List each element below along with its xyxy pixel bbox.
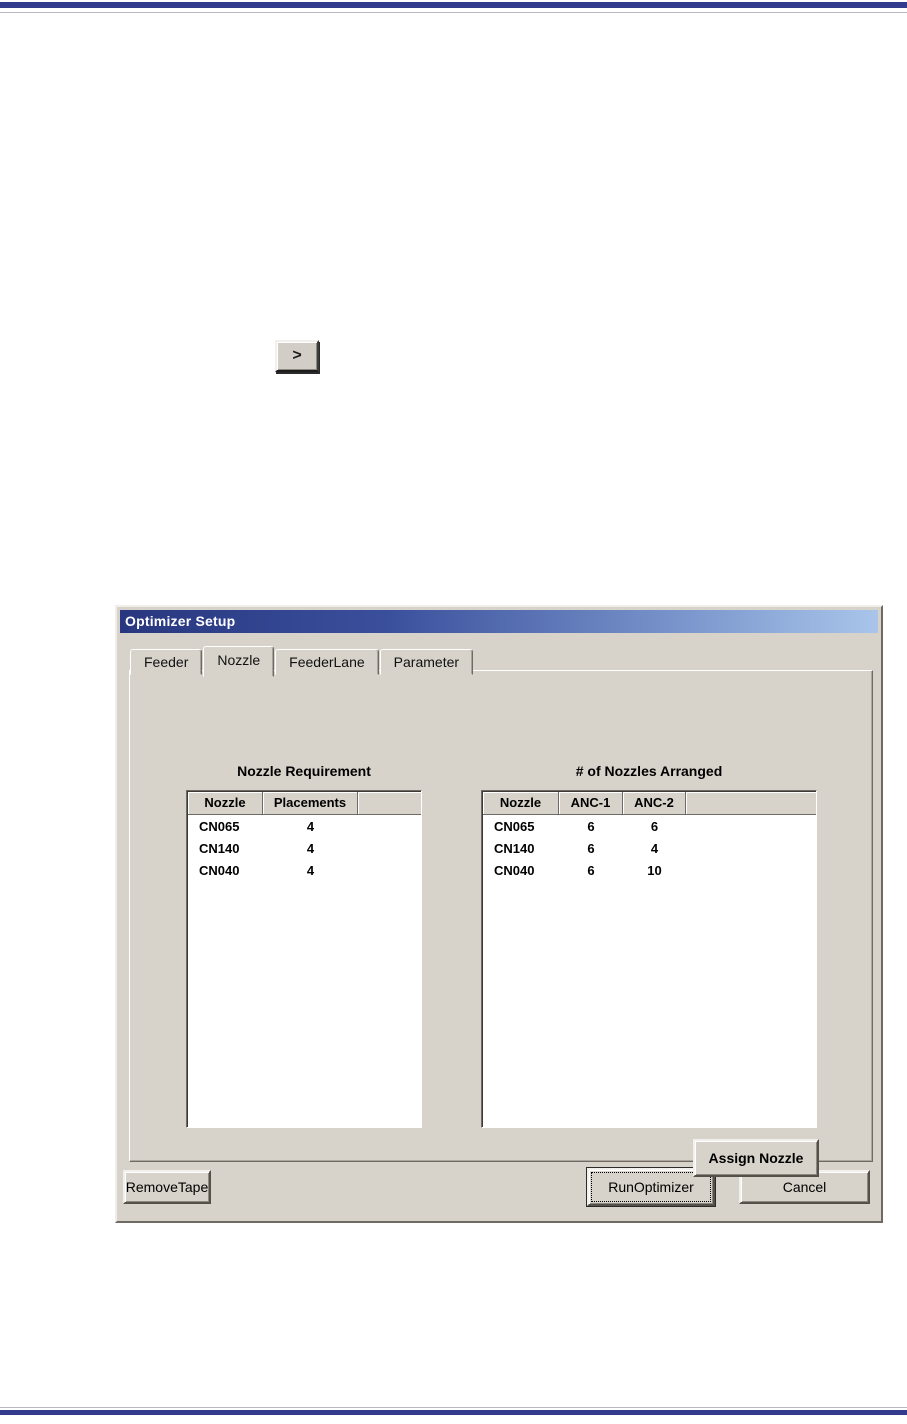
- nozzle-tab-page: [129, 670, 873, 1166]
- dialog-titlebar[interactable]: [120, 610, 878, 633]
- bottom-border-hairline: [0, 1407, 907, 1408]
- nozzle-cell: CN040: [494, 863, 535, 878]
- list-item[interactable]: [199, 863, 421, 885]
- anc1-cell: 6: [587, 819, 595, 834]
- column-header-nozzle[interactable]: Nozzle: [188, 792, 263, 815]
- anc2-cell: 6: [650, 819, 659, 834]
- placements-cell: 4: [306, 841, 315, 856]
- column-header-nozzle[interactable]: Nozzle: [483, 792, 559, 815]
- tabstrip: [130, 641, 474, 675]
- nozzles-arranged-list[interactable]: [481, 790, 817, 1128]
- tab-parameter[interactable]: Parameter: [380, 649, 473, 675]
- placements-cell: 4: [306, 863, 315, 878]
- column-header-placements[interactable]: Placements: [263, 792, 358, 815]
- list-item[interactable]: [199, 841, 421, 863]
- remove-tape-button[interactable]: RemoveTape: [123, 1170, 211, 1204]
- list-item[interactable]: [494, 819, 816, 841]
- list-body: [187, 815, 421, 885]
- tab-nozzle[interactable]: Nozzle: [203, 646, 274, 677]
- nozzle-cell: CN040: [199, 863, 240, 878]
- assign-nozzle-button[interactable]: Assign Nozzle: [693, 1139, 819, 1177]
- nozzles-arranged-label: # of Nozzles Arranged: [575, 763, 723, 779]
- top-border-rule: [0, 2, 907, 8]
- anc2-cell: 4: [650, 841, 659, 856]
- list-header-row: [483, 792, 816, 815]
- list-item[interactable]: [494, 863, 816, 885]
- anc1-cell: 6: [587, 863, 595, 878]
- nozzle-cell: CN140: [494, 841, 535, 856]
- tab-feeder[interactable]: Feeder: [130, 649, 202, 675]
- placements-cell: 4: [306, 819, 315, 834]
- column-header-blank[interactable]: [686, 792, 816, 815]
- optimizer-setup-dialog: [115, 605, 883, 1223]
- run-optimizer-button[interactable]: RunOptimizer: [587, 1168, 715, 1206]
- list-item[interactable]: [494, 841, 816, 863]
- nozzle-cell: CN065: [494, 819, 535, 834]
- nozzle-requirement-label: Nozzle Requirement: [237, 763, 371, 779]
- list-item[interactable]: [199, 819, 421, 841]
- column-header-blank[interactable]: [358, 792, 421, 815]
- nozzle-cell: CN140: [199, 841, 240, 856]
- column-header-anc2[interactable]: ANC-2: [623, 792, 686, 815]
- dialog-title: Optimizer Setup: [125, 613, 236, 629]
- list-body: [482, 815, 816, 885]
- list-header-row: [188, 792, 421, 815]
- nozzle-requirement-list[interactable]: [186, 790, 422, 1128]
- nozzle-cell: CN065: [199, 819, 240, 834]
- anc2-cell: 10: [647, 863, 662, 878]
- column-header-anc1[interactable]: ANC-1: [559, 792, 623, 815]
- anc1-cell: 6: [587, 841, 595, 856]
- cancel-button[interactable]: Cancel: [739, 1170, 870, 1204]
- bottom-border-rule: [0, 1410, 907, 1415]
- tab-feederlane[interactable]: FeederLane: [275, 649, 379, 675]
- top-border-hairline: [0, 12, 907, 13]
- next-chevron-button[interactable]: >: [275, 340, 319, 372]
